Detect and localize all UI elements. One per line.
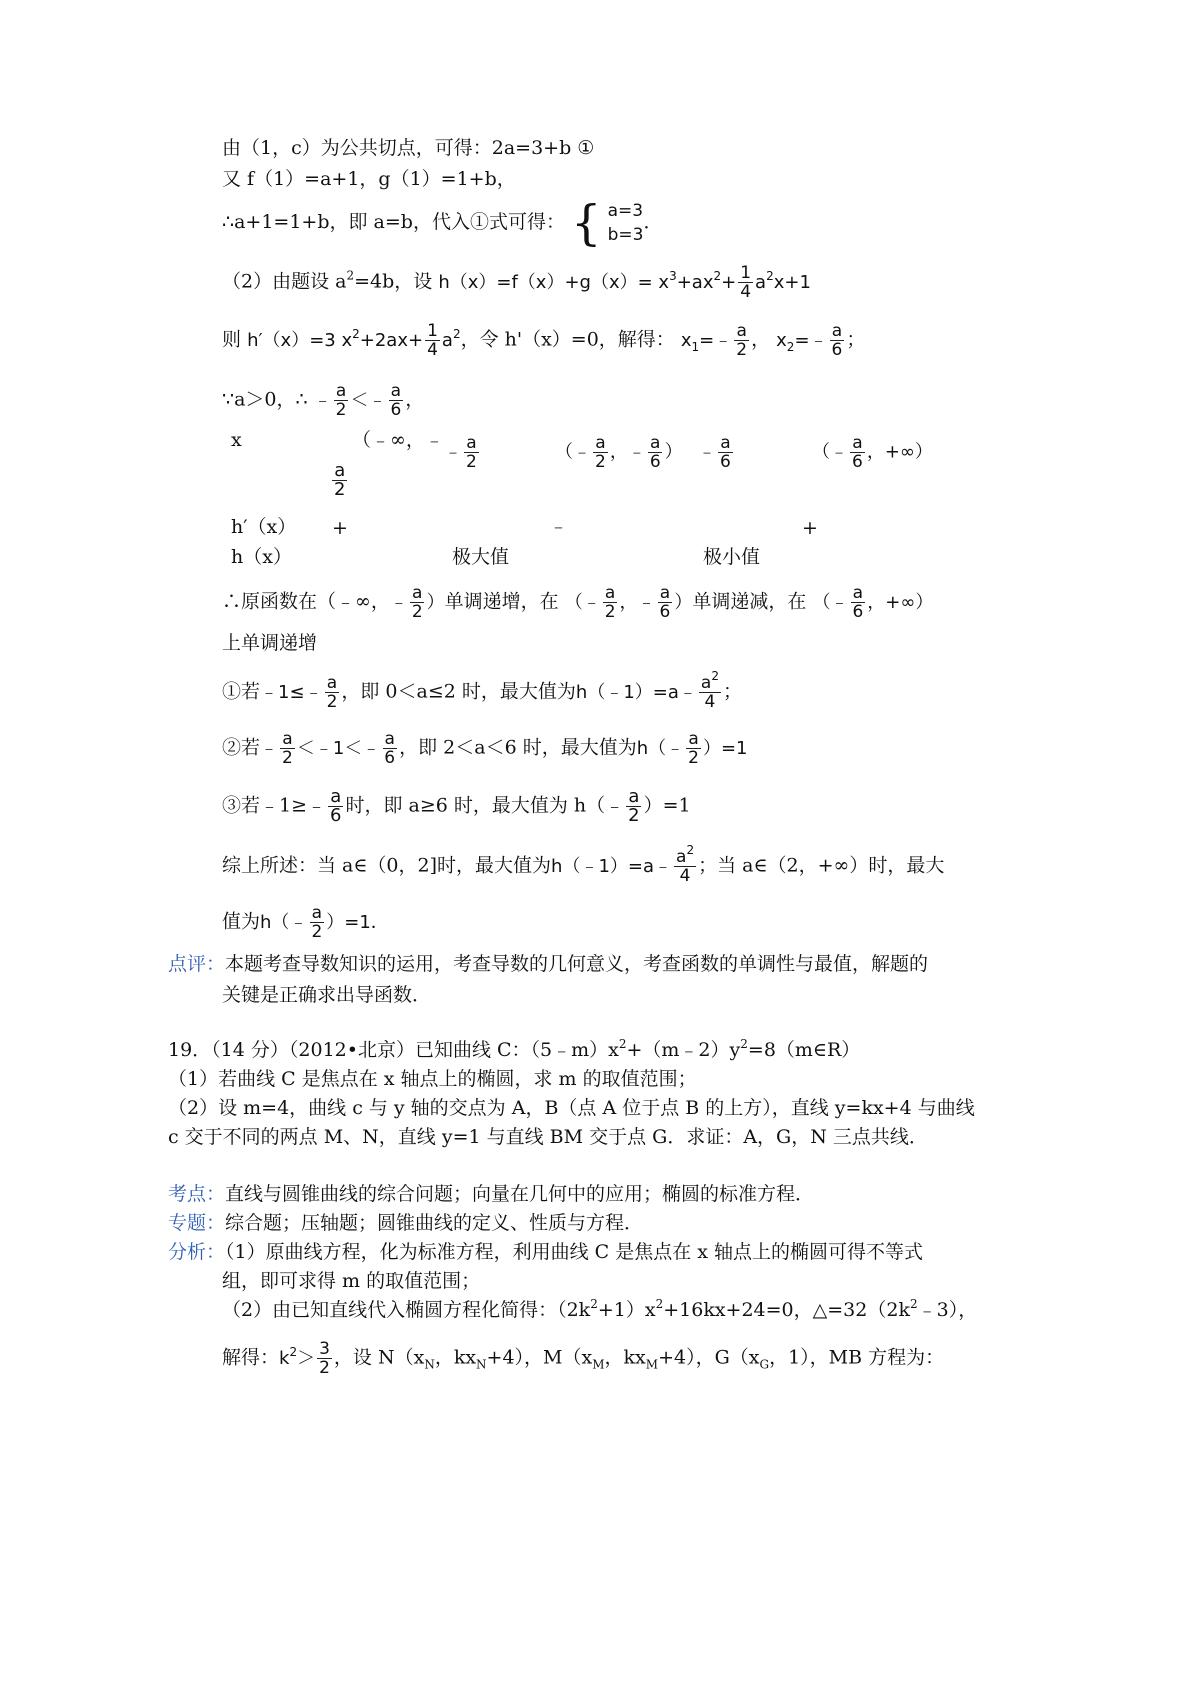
max-value: h（﹣1）=a﹣ $\frac{a^2}{4}$: [575, 669, 719, 712]
zhuanti-label: 专题：: [168, 1212, 226, 1234]
table-cell-interval-1: （﹣∞，﹣: [352, 429, 444, 451]
line-text: 值为: [222, 910, 261, 933]
line-text: +1）x: [597, 1299, 656, 1321]
table-h-max: 极大值: [452, 546, 510, 568]
line-text: 单调递减，在: [692, 590, 807, 613]
subscript: N: [424, 1357, 435, 1372]
superscript: 2: [740, 1037, 748, 1051]
table-cell-interval-2: （﹣ $\frac{a}{2}$ ，﹣ $\frac{a}{6}$ ）: [555, 433, 683, 472]
superscript: 2: [766, 268, 774, 283]
line-solve-system: [222, 195, 663, 251]
root-x2: $x_2=﹣$ $\frac{a}{6}$: [776, 321, 843, 360]
fenxi-line-1: [168, 1240, 923, 1264]
fraction: $\frac{a}{2}$: [628, 786, 640, 826]
condition: ﹣ $\frac{a}{2}$ ＜﹣1＜﹣ $\frac{a}{6}$: [260, 729, 396, 768]
line-monotonicity: [222, 584, 933, 621]
fenxi-line-3: [222, 1298, 977, 1322]
semicolon: ；: [722, 680, 742, 703]
line-define-h: [222, 264, 811, 301]
line-text: 则: [222, 328, 242, 351]
line-compare-roots: [222, 382, 424, 419]
table-hprime-interval-1: +: [332, 517, 348, 539]
semicolon: ；: [846, 328, 866, 351]
line-text: ∴a+1=1+b，即 a=b，代入①式可得：: [222, 211, 565, 233]
line-text: ∵a＞0，∴: [222, 388, 308, 411]
line-text: ﹣3），: [917, 1299, 978, 1321]
line-common-tangent: 由（1，c）为公共切点，可得：2a=3+b ①: [222, 137, 595, 159]
formula-part: a: [755, 271, 767, 293]
case-1: [222, 669, 742, 712]
line-f1-g1: 又 f（1）=a+1，g（1）=1+b，: [222, 168, 516, 190]
line-text: =4b，设: [354, 270, 433, 293]
comment-line-2: 关键是正确求出导函数．: [222, 984, 432, 1006]
fraction-1-4: $\frac{1}{4}$: [427, 321, 438, 360]
condition: ﹣1≤﹣ $\frac{a}{2}$: [260, 673, 338, 712]
table-cell-interval-1-frac: $\frac{a}{2}$: [334, 460, 346, 500]
table-hprime-interval-2: ﹣: [549, 515, 569, 537]
line-text: ；当 a∈（2，+∞）时，最大: [698, 854, 945, 877]
line-text: 单调递增，在: [444, 590, 559, 613]
formula-part: +: [721, 271, 737, 293]
table-h-min: 极小值: [703, 546, 761, 568]
line-text: 直线与圆锥曲线的综合问题；向量在几何中的应用；椭圆的标准方程．: [225, 1183, 815, 1205]
line-text: ，kx: [604, 1346, 646, 1369]
subscript: G: [759, 1357, 770, 1372]
line-text: ③若﹣1≥﹣: [222, 794, 327, 817]
line-text: +4），G（x: [658, 1346, 760, 1369]
line-text: ∴原函数在（﹣∞，: [222, 590, 390, 613]
inequality: ﹣ $\frac{a}{2}$ ＜﹣ $\frac{a}{6}$: [313, 381, 402, 420]
kaodian-label: 考点：: [168, 1183, 226, 1205]
line-text: +（m﹣2）y: [626, 1039, 741, 1061]
fenxi-label: 分析：: [168, 1241, 226, 1263]
k-inequality: $k^2>$ $\frac{3}{2}$: [279, 1339, 330, 1378]
superscript: 2: [655, 1297, 664, 1311]
superscript: 2: [909, 1297, 918, 1311]
line-text: 19．（14 分）（2012•北京）已知曲线 C：（5﹣m）x: [168, 1039, 619, 1061]
interval-decreasing: （﹣ $\frac{a}{2}$ ，﹣ $\frac{a}{6}$ ）: [564, 583, 693, 622]
line-text: ）=1: [643, 794, 691, 817]
line-text: 时，即 a≥6 时，最大值为 h（﹣: [345, 794, 625, 817]
formula-part: h（x）=f（x）+g（x）= x: [438, 271, 670, 293]
table-header-h: h（x）: [231, 546, 292, 568]
line-text: +16kx+24=0，△=32（2k: [663, 1299, 910, 1321]
line-text: +4），M（x: [486, 1346, 593, 1369]
subscript: M: [645, 1357, 659, 1372]
superscript: 2: [590, 1297, 598, 1311]
equation-system: [608, 199, 644, 247]
line-text: ，即 0＜a≤2 时，最大值为: [341, 680, 576, 703]
subscript: M: [592, 1357, 605, 1372]
formula-part: x+1: [773, 271, 811, 293]
zhuanti-line: [168, 1211, 643, 1235]
case-3: [222, 788, 691, 825]
question-19-title: [168, 1038, 860, 1062]
formula-part: h′（x）=3 x: [247, 329, 353, 351]
superscript: 2: [352, 326, 360, 341]
question-19-part-1: （1）若曲线 C 是焦点在 x 轴点上的椭圆，求 m 的取值范围；: [168, 1068, 697, 1090]
line-text: （2）由已知直线代入椭圆方程化简得：（2k: [222, 1299, 591, 1321]
system-row-1: a=3: [607, 201, 644, 221]
formula-part: +ax: [676, 271, 714, 293]
left-brace: {: [571, 195, 602, 251]
table-cell-point-1: ﹣ $\frac{a}{2}$: [444, 433, 477, 472]
table-hprime-interval-3: +: [802, 517, 818, 539]
superscript: 2: [346, 268, 355, 283]
summary-line-1: [222, 843, 945, 886]
line-text: ，1），MB 方程为：: [769, 1346, 945, 1369]
summary-line-2: [222, 904, 389, 941]
line-text: 综合题；压轴题；圆锥曲线的定义、性质与方程．: [225, 1212, 644, 1234]
line-text: ②若: [222, 736, 261, 759]
line-increasing: 上单调递增: [222, 632, 318, 654]
superscript: 2: [713, 268, 722, 283]
line-text: ，设 N（x: [333, 1346, 425, 1369]
table-header-hprime: h′（x）: [231, 516, 297, 538]
max-value: h（﹣ $\frac{a}{2}$ ）=1．: [260, 903, 389, 942]
period: ．: [643, 211, 663, 233]
line-text: 本题考查导数知识的运用，考查导数的几何意义，考查函数的单调性与最值，解题的: [225, 953, 929, 975]
line-text: ，kx: [434, 1346, 477, 1369]
formula-part: a: [441, 329, 453, 351]
comment-line-1: [168, 952, 928, 976]
superscript: 2: [618, 1037, 627, 1051]
derivative-formula: [247, 321, 461, 360]
h-formula: [438, 263, 811, 302]
line-derivative: [222, 322, 865, 359]
case-2: [222, 730, 748, 767]
table-cell-interval-3: （﹣ $\frac{a}{6}$ ，+∞）: [812, 433, 933, 472]
fenxi-line-2: 组，即可求得 m 的取值范围；: [222, 1270, 481, 1292]
table-cell-point-2: ﹣ $\frac{a}{6}$: [698, 433, 731, 472]
line-text: ，即 2＜a＜6 时，最大值为: [399, 736, 637, 759]
question-19-part-2-line-2: c 交于不同的两点 M、N，直线 y=1 与直线 BM 交于点 G．求证：A，G，N 三点共线．: [168, 1126, 928, 1148]
table-header-x: x: [231, 429, 242, 451]
interval-increasing: （﹣ $\frac{a}{6}$ ，+∞）: [812, 583, 934, 622]
line-text: 综上所述：当 a∈（0，2]时，最大值为: [222, 854, 552, 877]
subscript: N: [476, 1357, 487, 1372]
fraction: ﹣ $\frac{a}{2}$ ）: [389, 583, 445, 622]
root-x1: $x_1=﹣$ $\frac{a}{2}$: [680, 321, 748, 360]
max-value: h（﹣ $\frac{a}{2}$ ）=1: [636, 729, 748, 768]
line-text: ①若: [222, 680, 261, 703]
comma: ，: [751, 328, 771, 351]
superscript: 3: [669, 268, 677, 283]
line-text: =8（m∈R）: [747, 1039, 861, 1061]
formula-part: +2ax+: [359, 329, 424, 351]
question-19-part-2-line-1: （2）设 m=4，曲线 c 与 y 轴的交点为 A，B（点 A 位于点 B 的上方），直线 y=kx+4 与曲线: [168, 1097, 975, 1119]
comment-label: 点评：: [168, 953, 226, 975]
fenxi-line-4: [222, 1340, 944, 1377]
line-text: 解得：: [222, 1346, 280, 1369]
line-text: （2）由题设 a: [222, 270, 347, 293]
fraction-1-4: $\frac{1}{4}$: [740, 263, 752, 302]
comma: ，: [405, 388, 425, 411]
max-value: h（﹣1）=a﹣ $\frac{a^2}{4}$: [551, 843, 695, 886]
fraction: $\frac{a}{6}$: [330, 786, 342, 826]
line-text: （1）原曲线方程，化为标准方程，利用曲线 C 是焦点在 x 轴点上的椭圆可得不等式: [225, 1241, 924, 1263]
kaodian-line: [168, 1182, 814, 1206]
superscript: 2: [452, 326, 461, 341]
system-row-2: b=3: [607, 225, 644, 245]
line-text: ，令 h'（x）=0，解得：: [460, 328, 675, 351]
